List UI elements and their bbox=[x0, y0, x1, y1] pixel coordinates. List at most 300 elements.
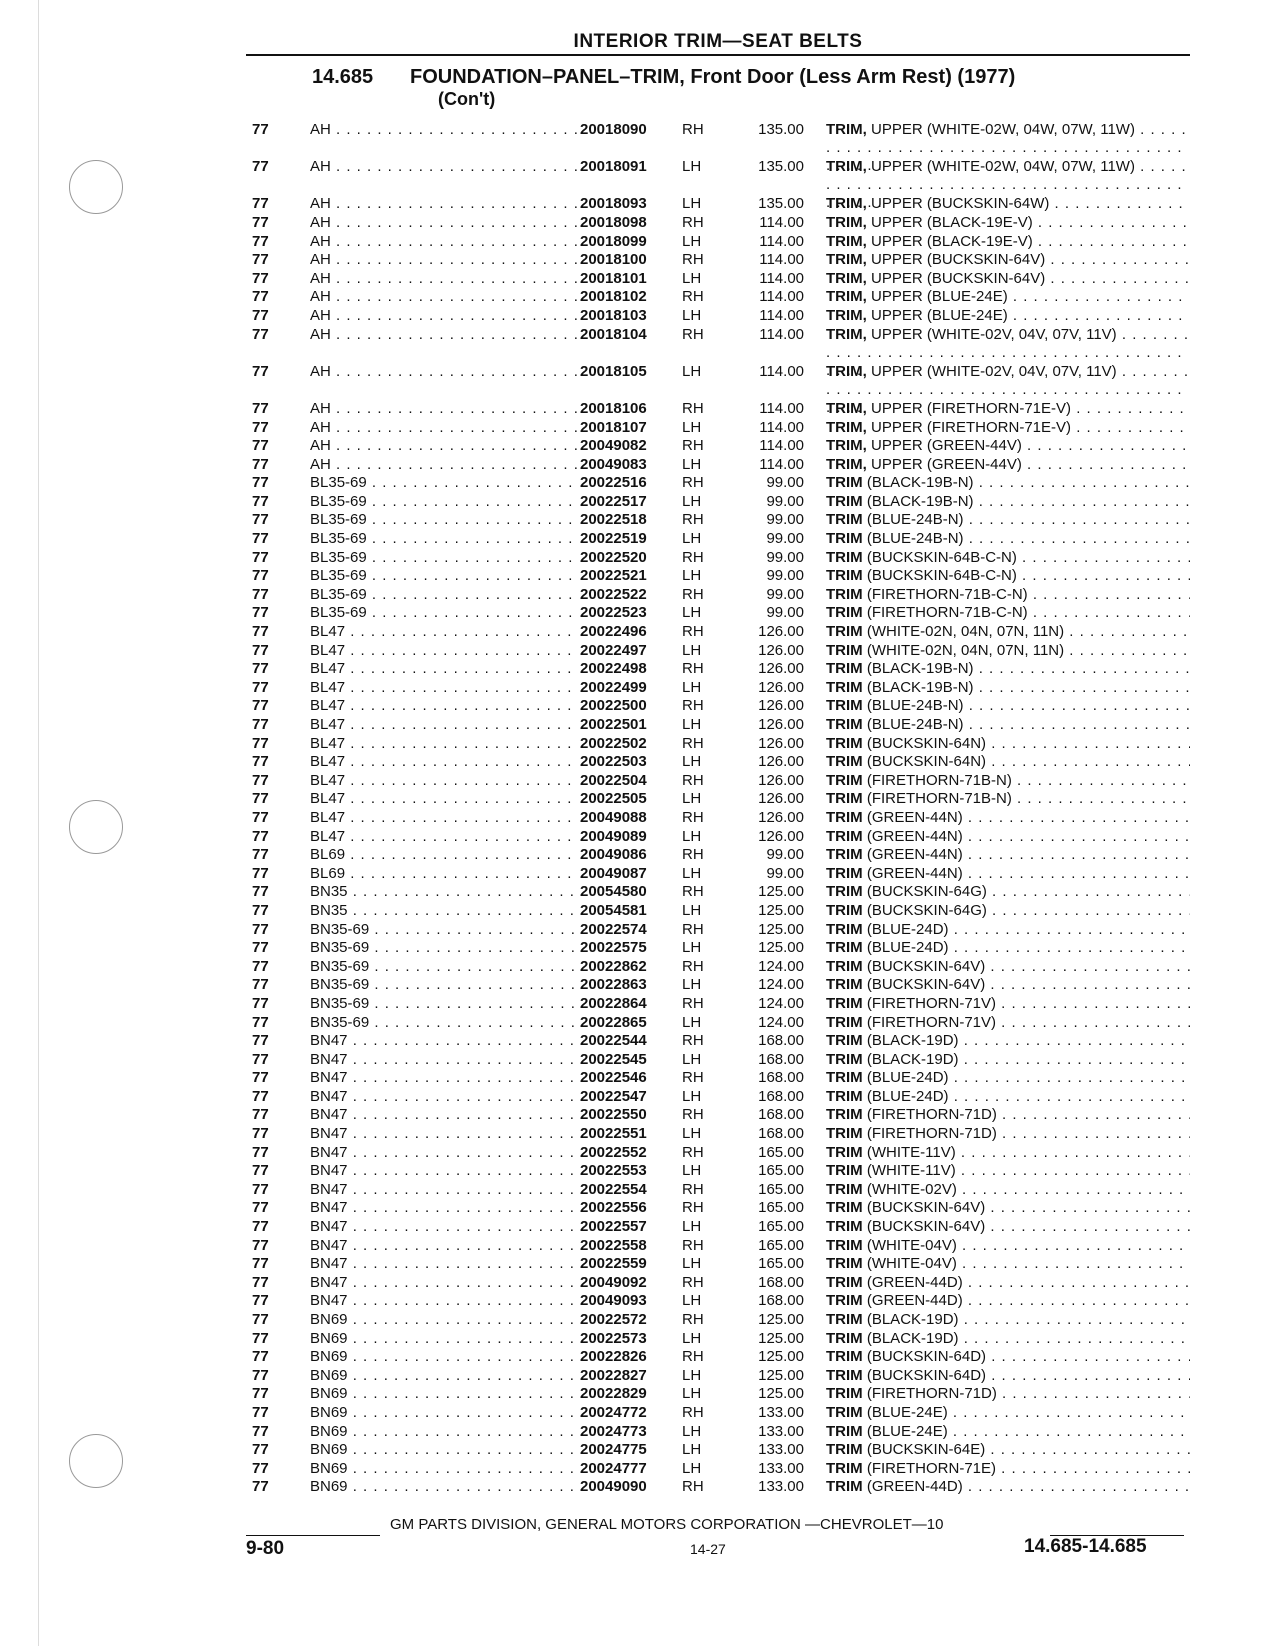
year-cell: 77 bbox=[252, 678, 269, 696]
model-cell: BN35-69 . . . bbox=[310, 1014, 578, 1032]
description-cell bbox=[826, 1106, 1190, 1124]
description-label: TRIM, bbox=[826, 437, 867, 455]
model-cell: AH . . . bbox=[310, 456, 578, 474]
part-number-cell: 20022517 bbox=[580, 492, 647, 510]
description-text: (GREEN-44N) . . . bbox=[867, 809, 1190, 826]
model-cell: BN47 . . . bbox=[310, 1292, 578, 1310]
model-cell: BN47 . . . bbox=[310, 1032, 578, 1050]
side-cell: RH bbox=[682, 474, 704, 492]
price-cell: 125.00 bbox=[758, 1385, 804, 1403]
part-number-cell: 20024773 bbox=[580, 1422, 647, 1440]
description-label: TRIM bbox=[826, 1255, 863, 1273]
description-text: (BUCKSKIN-64G) . . . bbox=[867, 883, 1190, 900]
side-cell: RH bbox=[682, 585, 704, 603]
table-row bbox=[0, 270, 1280, 289]
model-cell: BL35-69 . . . bbox=[310, 530, 578, 548]
description-cell bbox=[826, 1125, 1190, 1143]
table-row bbox=[0, 1162, 1280, 1181]
price-cell: 124.00 bbox=[758, 976, 804, 994]
part-number-cell: 20018105 bbox=[580, 362, 647, 380]
price-cell: 125.00 bbox=[758, 1311, 804, 1328]
table-row bbox=[0, 1478, 1280, 1497]
description-text: (GREEN-44N) . . . bbox=[867, 828, 1190, 845]
description-label: TRIM bbox=[826, 976, 863, 994]
part-number-cell: 20018101 bbox=[580, 269, 647, 287]
description-text: (BLACK-19D) . . . bbox=[867, 1311, 1190, 1328]
price-cell: 126.00 bbox=[758, 734, 804, 752]
description-text: (BLACK-19D) . . . bbox=[867, 1032, 1190, 1049]
description-text: (WHITE-04V) . . . bbox=[867, 1255, 1190, 1272]
model-cell: AH . . . bbox=[310, 326, 578, 344]
part-number-cell: 20022575 bbox=[580, 939, 647, 957]
description-cell bbox=[826, 790, 1190, 808]
side-cell: RH bbox=[682, 548, 704, 566]
model-cell: BN47 . . . bbox=[310, 1106, 578, 1124]
year-cell: 77 bbox=[252, 492, 269, 510]
year-cell: 77 bbox=[252, 939, 269, 957]
description-text: (FIRETHORN-71D) . . . bbox=[867, 1125, 1190, 1142]
price-cell: 114.00 bbox=[759, 269, 804, 287]
description-cell bbox=[826, 1367, 1190, 1385]
description-label: TRIM bbox=[826, 1143, 863, 1161]
part-number-cell: 20018100 bbox=[580, 251, 647, 269]
description-text: (BUCKSKIN-64V) . . . bbox=[867, 958, 1190, 975]
side-cell: LH bbox=[682, 1441, 702, 1459]
table-row bbox=[0, 1144, 1280, 1163]
part-number-cell: 20022862 bbox=[580, 957, 647, 975]
year-cell: 77 bbox=[252, 306, 269, 324]
description-label: TRIM, bbox=[826, 362, 867, 380]
year-cell: 77 bbox=[252, 1218, 269, 1236]
description-text: (BLACK-19B-N) . . . bbox=[867, 679, 1190, 696]
part-number-cell: 20018107 bbox=[580, 418, 647, 436]
model-cell: BL35-69 . . . bbox=[310, 567, 578, 585]
model-cell: BN47 . . . bbox=[310, 1255, 578, 1273]
section-heading bbox=[312, 66, 1015, 89]
description-text: (WHITE-11V) . . . bbox=[867, 1144, 1190, 1161]
table-row bbox=[0, 1051, 1280, 1070]
side-cell: LH bbox=[682, 976, 702, 994]
section-number: 14.685 bbox=[312, 66, 374, 88]
table-row bbox=[0, 437, 1280, 456]
part-number-cell: 20049082 bbox=[580, 437, 647, 455]
price-cell: 135.00 bbox=[758, 195, 804, 213]
part-number-cell: 20024772 bbox=[580, 1403, 647, 1421]
description-text: (BLUE-24B-N) . . . bbox=[867, 697, 1190, 714]
side-cell: RH bbox=[682, 1273, 704, 1291]
part-number-cell: 20022499 bbox=[580, 678, 647, 696]
part-number-cell: 20022574 bbox=[580, 920, 647, 938]
part-number-cell: 20022547 bbox=[580, 1087, 647, 1105]
part-number-cell: 20022522 bbox=[580, 585, 647, 603]
description-label: TRIM, bbox=[826, 325, 867, 343]
description-label: TRIM bbox=[826, 660, 863, 678]
side-cell: LH bbox=[682, 306, 702, 324]
model-cell: BL35-69 . . . bbox=[310, 586, 578, 604]
side-cell: LH bbox=[682, 790, 702, 808]
description-cell bbox=[826, 1162, 1190, 1180]
part-number-cell: 20022553 bbox=[580, 1162, 647, 1180]
year-cell: 77 bbox=[252, 511, 269, 529]
table-row bbox=[0, 697, 1280, 716]
model-cell: BN35 . . . bbox=[310, 902, 578, 920]
table-row bbox=[0, 419, 1280, 438]
year-cell: 77 bbox=[252, 808, 269, 826]
model-cell: BN69 . . . bbox=[310, 1311, 578, 1329]
price-cell: 168.00 bbox=[758, 1106, 804, 1124]
description-text: (BUCKSKIN-64B-C-N) . . . bbox=[867, 549, 1190, 566]
model-cell: BN69 . . . bbox=[310, 1385, 578, 1403]
description-text: UPPER (BLUE-24E) . . . bbox=[871, 288, 1190, 305]
model-cell: AH . . . bbox=[310, 363, 578, 381]
price-cell: 124.00 bbox=[758, 994, 804, 1012]
year-cell: 77 bbox=[252, 1069, 269, 1087]
description-text: UPPER (GREEN-44V) . . . bbox=[871, 437, 1190, 454]
table-row bbox=[0, 511, 1280, 530]
side-cell: LH bbox=[682, 1422, 702, 1440]
model-cell: BN35-69 . . . bbox=[310, 921, 578, 939]
year-cell: 77 bbox=[252, 1441, 269, 1459]
parts-list bbox=[0, 121, 1280, 1497]
price-cell: 99.00 bbox=[766, 604, 804, 622]
description-text: (GREEN-44N) . . . bbox=[867, 846, 1190, 863]
year-cell: 77 bbox=[252, 1032, 269, 1050]
part-number-cell: 20018091 bbox=[580, 158, 647, 176]
price-cell: 114.00 bbox=[759, 288, 804, 306]
price-cell: 126.00 bbox=[758, 753, 804, 771]
model-cell: AH . . . bbox=[310, 121, 578, 139]
part-number-cell: 20022554 bbox=[580, 1180, 647, 1198]
table-row bbox=[0, 456, 1280, 475]
part-number-cell: 20022520 bbox=[580, 548, 647, 566]
year-cell: 77 bbox=[252, 548, 269, 566]
side-cell: RH bbox=[682, 1478, 704, 1496]
year-cell: 77 bbox=[252, 864, 269, 882]
description-cell bbox=[826, 939, 1190, 957]
year-cell: 77 bbox=[252, 734, 269, 752]
description-cell bbox=[826, 772, 1190, 790]
part-number-cell: 20018099 bbox=[580, 232, 647, 250]
description-cell bbox=[826, 288, 1190, 306]
year-cell: 77 bbox=[252, 641, 269, 659]
price-cell: 165.00 bbox=[758, 1236, 804, 1254]
year-cell: 77 bbox=[252, 474, 269, 492]
price-cell: 99.00 bbox=[766, 585, 804, 603]
table-row bbox=[0, 1292, 1280, 1311]
description-label: TRIM, bbox=[826, 251, 867, 269]
part-number-cell: 20054580 bbox=[580, 883, 647, 901]
description-label: TRIM bbox=[826, 808, 863, 826]
model-cell: BL47 . . . bbox=[310, 828, 578, 846]
description-cell bbox=[826, 1144, 1190, 1162]
table-row bbox=[0, 1385, 1280, 1404]
side-cell: RH bbox=[682, 1311, 704, 1328]
table-row bbox=[0, 679, 1280, 698]
description-label: TRIM, bbox=[826, 121, 867, 138]
year-cell: 77 bbox=[252, 1366, 269, 1384]
model-cell: BL47 . . . bbox=[310, 809, 578, 827]
year-cell: 77 bbox=[252, 1236, 269, 1254]
table-row bbox=[0, 623, 1280, 642]
year-cell: 77 bbox=[252, 567, 269, 585]
price-cell: 125.00 bbox=[758, 883, 804, 901]
year-cell: 77 bbox=[252, 827, 269, 845]
side-cell: RH bbox=[682, 213, 704, 231]
price-cell: 126.00 bbox=[758, 808, 804, 826]
year-cell: 77 bbox=[252, 288, 269, 306]
table-row bbox=[0, 660, 1280, 679]
footer-page-number: 14-27 bbox=[690, 1541, 726, 1557]
description-label: TRIM, bbox=[826, 232, 867, 250]
side-cell: LH bbox=[682, 1013, 702, 1031]
part-number-cell: 20024777 bbox=[580, 1459, 647, 1477]
model-cell: BN47 . . . bbox=[310, 1274, 578, 1292]
year-cell: 77 bbox=[252, 901, 269, 919]
model-cell: AH . . . bbox=[310, 251, 578, 269]
model-cell: BN35-69 . . . bbox=[310, 976, 578, 994]
part-number-cell: 20049093 bbox=[580, 1292, 647, 1310]
side-cell: RH bbox=[682, 957, 704, 975]
description-text: (BUCKSKIN-64E) . . . bbox=[867, 1441, 1190, 1458]
table-row bbox=[0, 158, 1280, 195]
description-label: TRIM bbox=[826, 864, 863, 882]
table-row bbox=[0, 195, 1280, 214]
description-label: TRIM bbox=[826, 939, 863, 957]
price-cell: 114.00 bbox=[759, 232, 804, 250]
table-row bbox=[0, 1088, 1280, 1107]
footer-section-range: 14.685-14.685 bbox=[1024, 1536, 1147, 1557]
part-number-cell: 20022863 bbox=[580, 976, 647, 994]
description-text: (BUCKSKIN-64V) . . . bbox=[867, 1199, 1190, 1216]
description-cell bbox=[826, 623, 1190, 641]
year-cell: 77 bbox=[252, 158, 269, 176]
description-text: (FIRETHORN-71D) . . . bbox=[867, 1106, 1190, 1123]
description-label: TRIM bbox=[826, 994, 863, 1012]
model-cell: BN69 . . . bbox=[310, 1478, 578, 1496]
year-cell: 77 bbox=[252, 1422, 269, 1440]
side-cell: LH bbox=[682, 604, 702, 622]
year-cell: 77 bbox=[252, 1199, 269, 1217]
price-cell: 168.00 bbox=[758, 1069, 804, 1087]
header-rule bbox=[246, 54, 1190, 56]
price-cell: 114.00 bbox=[759, 213, 804, 231]
price-cell: 126.00 bbox=[758, 678, 804, 696]
description-text: (WHITE-11V) . . . bbox=[867, 1162, 1190, 1179]
description-label: TRIM bbox=[826, 790, 863, 808]
description-cell bbox=[826, 660, 1190, 678]
description-cell bbox=[826, 530, 1190, 548]
description-cell bbox=[826, 419, 1190, 437]
description-cell bbox=[826, 865, 1190, 883]
year-cell: 77 bbox=[252, 213, 269, 231]
side-cell: RH bbox=[682, 251, 704, 269]
description-text: UPPER (FIRETHORN-71E-V) . . . bbox=[871, 400, 1190, 417]
side-cell: RH bbox=[682, 1180, 704, 1198]
price-cell: 114.00 bbox=[759, 418, 804, 436]
model-cell: BL47 . . . bbox=[310, 772, 578, 790]
side-cell: RH bbox=[682, 1032, 704, 1050]
description-label: TRIM bbox=[826, 1273, 863, 1291]
page-header-title: INTERIOR TRIM—SEAT BELTS bbox=[573, 31, 863, 52]
description-cell bbox=[826, 251, 1190, 269]
year-cell: 77 bbox=[252, 121, 269, 138]
description-text: (BLUE-24E) . . . bbox=[867, 1404, 1190, 1421]
description-label: TRIM bbox=[826, 1180, 863, 1198]
year-cell: 77 bbox=[252, 362, 269, 380]
description-text: UPPER (BLACK-19E-V) . . . bbox=[871, 233, 1190, 250]
description-cell bbox=[826, 921, 1190, 939]
side-cell: RH bbox=[682, 623, 704, 641]
side-cell: RH bbox=[682, 511, 704, 529]
table-row bbox=[0, 716, 1280, 735]
description-cell bbox=[826, 400, 1190, 418]
table-row bbox=[0, 363, 1280, 400]
description-text: UPPER (BUCKSKIN-64V) . . . bbox=[871, 251, 1190, 268]
year-cell: 77 bbox=[252, 1292, 269, 1310]
model-cell: BN47 . . . bbox=[310, 1088, 578, 1106]
model-cell: BN47 . . . bbox=[310, 1144, 578, 1162]
model-cell: AH . . . bbox=[310, 437, 578, 455]
side-cell: LH bbox=[682, 1366, 702, 1384]
year-cell: 77 bbox=[252, 269, 269, 287]
description-label: TRIM bbox=[826, 1311, 863, 1328]
year-cell: 77 bbox=[252, 957, 269, 975]
price-cell: 124.00 bbox=[758, 957, 804, 975]
model-cell: BL35-69 . . . bbox=[310, 474, 578, 492]
price-cell: 125.00 bbox=[758, 1329, 804, 1347]
description-label: TRIM bbox=[826, 1199, 863, 1217]
side-cell: RH bbox=[682, 808, 704, 826]
description-cell bbox=[826, 1032, 1190, 1050]
description-label: TRIM bbox=[826, 827, 863, 845]
table-row bbox=[0, 1311, 1280, 1330]
model-cell: AH . . . bbox=[310, 400, 578, 418]
description-cell bbox=[826, 976, 1190, 994]
description-label: TRIM, bbox=[826, 418, 867, 436]
model-cell: AH . . . bbox=[310, 158, 578, 176]
part-number-cell: 20022552 bbox=[580, 1143, 647, 1161]
side-cell: LH bbox=[682, 939, 702, 957]
part-number-cell: 20022829 bbox=[580, 1385, 647, 1403]
model-cell: BL69 . . . bbox=[310, 846, 578, 864]
table-row bbox=[0, 921, 1280, 940]
description-cell bbox=[826, 214, 1190, 232]
description-text: UPPER (BUCKSKIN-64V) . . . bbox=[871, 270, 1190, 287]
table-row bbox=[0, 1014, 1280, 1033]
description-cell bbox=[826, 809, 1190, 827]
model-cell: BL47 . . . bbox=[310, 697, 578, 715]
price-cell: 126.00 bbox=[758, 623, 804, 641]
table-row bbox=[0, 976, 1280, 995]
table-row bbox=[0, 326, 1280, 363]
description-text: (BLUE-24B-N) . . . bbox=[867, 530, 1190, 547]
model-cell: BN69 . . . bbox=[310, 1348, 578, 1366]
description-label: TRIM bbox=[826, 1162, 863, 1180]
part-number-cell: 20022864 bbox=[580, 994, 647, 1012]
price-cell: 133.00 bbox=[758, 1422, 804, 1440]
year-cell: 77 bbox=[252, 1311, 269, 1328]
table-row bbox=[0, 530, 1280, 549]
year-cell: 77 bbox=[252, 994, 269, 1012]
description-cell bbox=[826, 1348, 1190, 1366]
model-cell: AH . . . bbox=[310, 214, 578, 232]
price-cell: 168.00 bbox=[758, 1273, 804, 1291]
description-label: TRIM bbox=[826, 1106, 863, 1124]
model-cell: BN69 . . . bbox=[310, 1367, 578, 1385]
price-cell: 165.00 bbox=[758, 1143, 804, 1161]
side-cell: RH bbox=[682, 1348, 704, 1366]
description-label: TRIM bbox=[826, 1125, 863, 1143]
part-number-cell: 20018102 bbox=[580, 288, 647, 306]
price-cell: 126.00 bbox=[758, 827, 804, 845]
price-cell: 99.00 bbox=[766, 864, 804, 882]
model-cell: BL47 . . . bbox=[310, 642, 578, 660]
part-number-cell: 20018106 bbox=[580, 399, 647, 417]
description-label: TRIM, bbox=[826, 158, 867, 176]
description-text: (FIRETHORN-71B-C-N) . . . bbox=[867, 586, 1190, 603]
price-cell: 114.00 bbox=[759, 362, 804, 380]
side-cell: LH bbox=[682, 492, 702, 510]
price-cell: 133.00 bbox=[758, 1478, 804, 1496]
table-row bbox=[0, 902, 1280, 921]
part-number-cell: 20022559 bbox=[580, 1255, 647, 1273]
description-cell bbox=[826, 549, 1190, 567]
footer-date: 9-80 bbox=[246, 1538, 285, 1559]
description-text: (BLUE-24B-N) . . . bbox=[867, 716, 1190, 733]
table-row bbox=[0, 214, 1280, 233]
description-cell bbox=[826, 195, 1190, 213]
description-text: (FIRETHORN-71B-N) . . . bbox=[867, 772, 1190, 789]
side-cell: RH bbox=[682, 771, 704, 789]
model-cell: BL35-69 . . . bbox=[310, 493, 578, 511]
table-row bbox=[0, 1032, 1280, 1051]
description-label: TRIM, bbox=[826, 288, 867, 306]
side-cell: RH bbox=[682, 1106, 704, 1124]
description-label: TRIM bbox=[826, 1069, 863, 1087]
part-number-cell: 20049083 bbox=[580, 455, 647, 473]
part-number-cell: 20022501 bbox=[580, 716, 647, 733]
side-cell: LH bbox=[682, 716, 702, 733]
description-label: TRIM bbox=[826, 957, 863, 975]
price-cell: 168.00 bbox=[758, 1292, 804, 1310]
price-cell: 124.00 bbox=[758, 1013, 804, 1031]
price-cell: 114.00 bbox=[759, 251, 804, 269]
description-label: TRIM bbox=[826, 1218, 863, 1236]
table-row bbox=[0, 1274, 1280, 1293]
table-row bbox=[0, 1125, 1280, 1144]
description-label: TRIM, bbox=[826, 399, 867, 417]
price-cell: 99.00 bbox=[766, 846, 804, 864]
year-cell: 77 bbox=[252, 920, 269, 938]
part-number-cell: 20022503 bbox=[580, 753, 647, 771]
part-number-cell: 20022544 bbox=[580, 1032, 647, 1050]
price-cell: 125.00 bbox=[758, 920, 804, 938]
description-label: TRIM bbox=[826, 1478, 863, 1496]
table-row bbox=[0, 1441, 1280, 1460]
part-number-cell: 20022546 bbox=[580, 1069, 647, 1087]
description-label: TRIM bbox=[826, 567, 863, 585]
table-row bbox=[0, 604, 1280, 623]
part-number-cell: 20022497 bbox=[580, 641, 647, 659]
part-number-cell: 20049087 bbox=[580, 864, 647, 882]
table-row bbox=[0, 1423, 1280, 1442]
description-label: TRIM bbox=[826, 697, 863, 715]
year-cell: 77 bbox=[252, 232, 269, 250]
part-number-cell: 20049088 bbox=[580, 808, 647, 826]
table-row bbox=[0, 586, 1280, 605]
part-number-cell: 20022551 bbox=[580, 1125, 647, 1143]
description-text: (BLACK-19D) . . . bbox=[867, 1330, 1190, 1347]
